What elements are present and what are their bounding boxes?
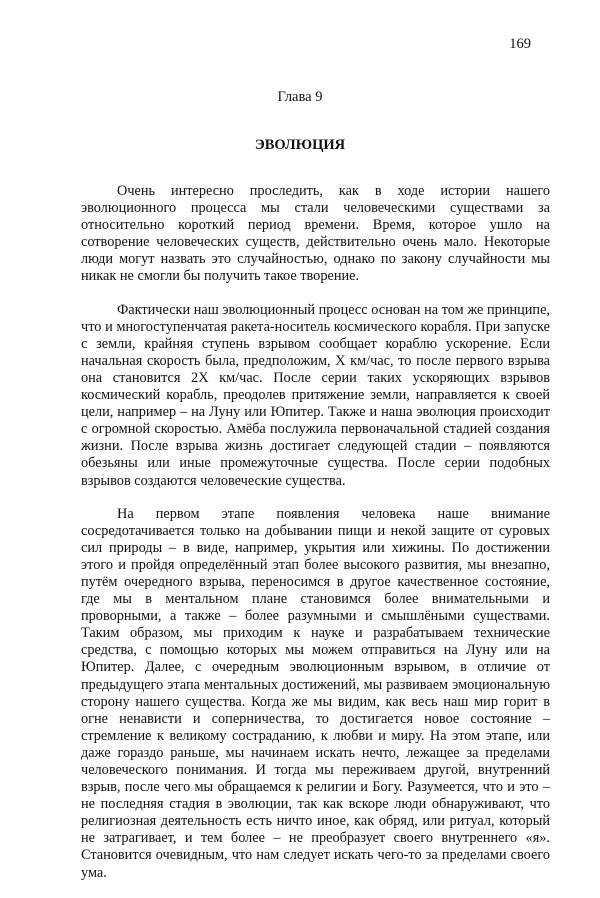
paragraph: На первом этапе появления человека наше внимание сосредотачивается только на добывании пищи и некой защите от суровых сил природы – в виде, например, укрытия или хижины. По достижении этого и пройдя определённый этап более высокого развития, мы внезапно, путём очередного взрыва, переносимся в другое качественное состояние, где мы в ментальном плане становимся более внимательными и проворными, а также – более разумными и смышлёными существами. Таким образом, мы приходим к науке и разрабатываем технические средства, с помощью которых мы можем отправиться на Луну или на Юпитер. Далее, с очередным эволюционным взрывом, в отличие от предыдущего этапа ментальных достижений, мы развиваем эмоциональную сторону нашего существа. Когда же мы видим, как весь наш мир горит в огне ненависти и соперничества, то достигается новое состояние – стремление к великому состраданию, к любви и миру. На этом этапе, или даже гораздо раньше, мы начинаем искать нечто, лежащее за пределами человеческого понимания. И тогда мы переживаем другой, внутренний взрыв, после чего мы обращаемся к религии и Богу. Разумеется, что и это – не последняя стадия в эволюции, так как вскоре люди обнаруживают, что религиозная деятельность есть ничто иное, как обряд, или ритуал, который не затрагивает, и тем более – не преобразует своего внутреннего «я». Становится очевидным, что нам следует искать чего-то за пределами своего ума. xyxy=(81,505,550,881)
paragraph: Очень интересно проследить, как в ходе истории нашего эволюционного процесса мы стали человеческими существами за относительно короткий период времени. Время, которое ушло на сотворение человеческих существ, действительно очень мало. Некоторые люди могут назвать это случайностью, однако по закону случайности мы никак не смогли бы получить такое творение. xyxy=(81,183,550,285)
chapter-label: Глава 9 xyxy=(277,89,323,105)
page-number: 169 xyxy=(509,36,531,52)
chapter-title: ЭВОЛЮЦИЯ xyxy=(254,137,346,153)
paragraph: Фактически наш эволюционный процесс основан на том же принципе, что и многоступенчатая ракета-носитель космического корабля. При запуске с земли, крайняя ступень взрывом сообщает кораблю ускорение. Если начальная скорость была, предположим, X км/час, то после первого взрыва она становится 2X км/час. После серии таких ускоряющих взрывов космический корабль, преодолев притяжение земли, направляется к своей цели, например – на Луну или Юпитер. Также и наша эволюция происходит с огромной скоростью. Амёба послужила первоначальной стадией создания жизни. После взрыва жизнь достигает следующей стадии – появляются обезьяны или иные промежуточные существа. После серии подобных взрывов создаются человеческие существа. xyxy=(81,301,550,489)
body-text xyxy=(81,183,550,898)
